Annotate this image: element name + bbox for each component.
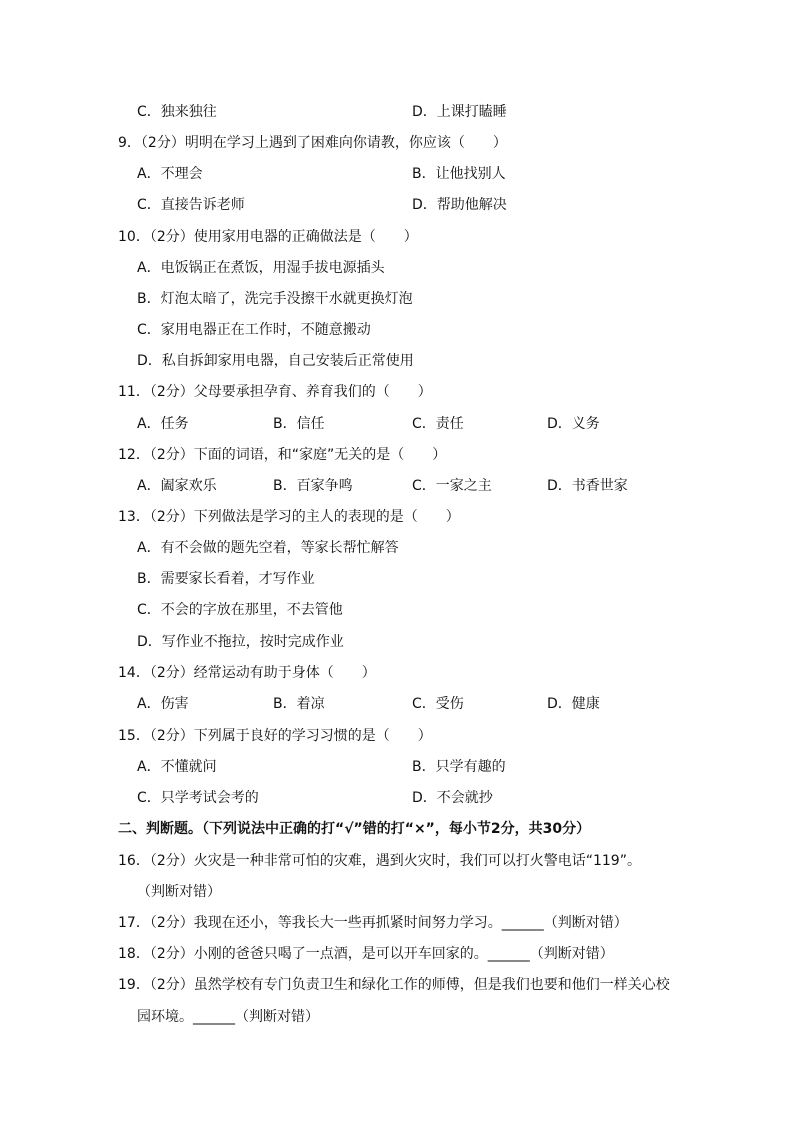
- q10-option-c: C．家用电器正在工作时，不随意搬动: [137, 322, 371, 338]
- q10-option-a: A．电饭锅正在煮饭，用湿手拔电源插头: [137, 260, 385, 276]
- q14-option-d: D．健康: [547, 696, 600, 712]
- q13-option-a: A．有不会做的题先空着，等家长帮忙解答: [137, 540, 399, 556]
- q13-option-c: C．不会的字放在那里，不去管他: [137, 602, 343, 618]
- q15-option-d: D．不会就抄: [412, 790, 493, 806]
- q11-option-c: C．责任: [412, 416, 464, 432]
- q9-option-d: D．帮助他解决: [412, 197, 507, 213]
- q11-option-b: B．信任: [273, 416, 325, 432]
- q8-option-d: D．上课打瞌睡: [412, 104, 507, 120]
- q18-stem: 18．（2分）小刚的爸爸只喝了一点酒，是可以开车回家的。______（判断对错）: [118, 946, 614, 962]
- q15-option-c: C．只学考试会考的: [137, 790, 259, 806]
- q11-option-d: D．义务: [547, 416, 600, 432]
- q15-stem: 15．（2分）下列属于良好的学习习惯的是（ ）: [118, 728, 432, 744]
- q12-option-d: D．书香世家: [547, 478, 628, 494]
- q16-stem: 16．（2分）火灾是一种非常可怕的灾难，遇到火灾时，我们可以打火警电话“119”。: [118, 853, 641, 869]
- q12-option-a: A．阖家欢乐: [137, 478, 217, 494]
- q9-stem: 9．（2分）明明在学习上遇到了困难向你请教，你应该（ ）: [118, 135, 507, 151]
- q8-option-c: C．独来独往: [137, 104, 217, 120]
- q14-option-b: B．着凉: [273, 696, 325, 712]
- q19-stem: 19．（2分）虽然学校有专门负责卫生和绿化工作的师傅，但是我们也要和他们一样关心校: [118, 977, 670, 993]
- q9-option-a: A．不理会: [137, 166, 203, 182]
- q14-option-a: A．伤害: [137, 696, 189, 712]
- q11-stem: 11．（2分）父母要承担孕育、养育我们的（ ）: [118, 384, 432, 400]
- q9-option-b: B．让他找别人: [412, 166, 506, 182]
- q13-stem: 13．（2分）下列做法是学习的主人的表现的是（ ）: [118, 509, 460, 525]
- q10-option-b: B．灯泡太暗了，洗完手没擦干水就更换灯泡: [137, 291, 413, 307]
- q11-option-a: A．任务: [137, 416, 189, 432]
- q12-option-b: B．百家争鸣: [273, 478, 353, 494]
- q9-option-c: C．直接告诉老师: [137, 197, 245, 213]
- q15-option-a: A．不懂就问: [137, 759, 217, 775]
- q14-stem: 14．（2分）经常运动有助于身体（ ）: [118, 665, 376, 681]
- q14-option-c: C．受伤: [412, 696, 464, 712]
- q16-stem-continued: （判断对错）: [137, 884, 221, 900]
- q13-option-b: B．需要家长看着，才写作业: [137, 571, 315, 587]
- section-heading-true-false: 二、判断题。（下列说法中正确的打“√”错的打“×”，每小节2分，共30分）: [118, 821, 591, 837]
- q15-option-b: B．只学有趣的: [412, 759, 506, 775]
- q10-stem: 10．（2分）使用家用电器的正确做法是（ ）: [118, 229, 418, 245]
- q13-option-d: D．写作业不拖拉，按时完成作业: [137, 634, 344, 650]
- q10-option-d: D．私自拆卸家用电器，自己安装后正常使用: [137, 353, 414, 369]
- q12-stem: 12．（2分）下面的词语，和“家庭”无关的是（ ）: [118, 447, 447, 463]
- q17-stem: 17．（2分）我现在还小，等我长大一些再抓紧时间努力学习。______（判断对错）: [118, 915, 628, 931]
- q19-stem-continued: 园环境。______（判断对错）: [137, 1009, 319, 1025]
- q12-option-c: C．一家之主: [412, 478, 492, 494]
